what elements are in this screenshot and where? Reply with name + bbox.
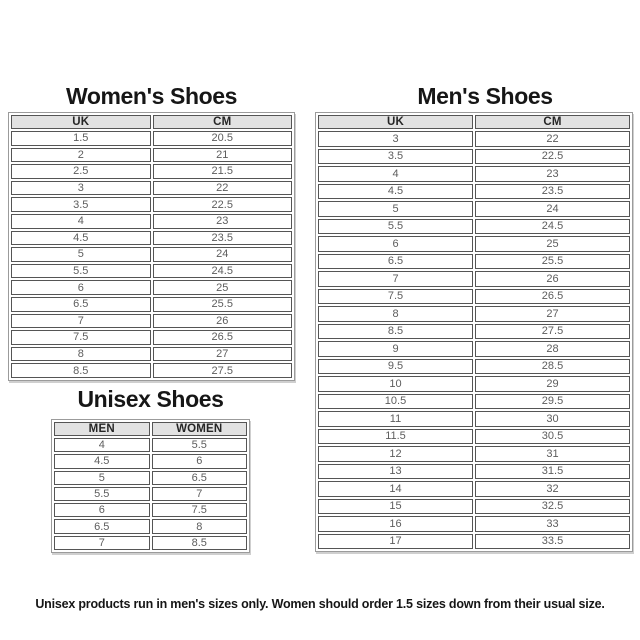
table-row <box>318 516 630 532</box>
header-row <box>318 115 630 129</box>
size-cell: 6 <box>54 503 150 517</box>
size-cell: 5.5 <box>152 438 248 452</box>
column-header: UK <box>11 115 151 129</box>
size-cell: 33.5 <box>475 534 630 550</box>
size-cell: 4.5 <box>318 184 473 200</box>
table-row <box>318 429 630 445</box>
table-row <box>318 464 630 480</box>
table-row <box>11 164 292 179</box>
size-cell: 23 <box>153 214 293 229</box>
table-row <box>318 236 630 252</box>
table-row <box>11 247 292 262</box>
size-cell: 5.5 <box>318 219 473 235</box>
size-cell: 8 <box>152 519 248 533</box>
size-cell: 27.5 <box>153 363 293 378</box>
size-cell: 15 <box>318 499 473 515</box>
size-cell: 25 <box>153 280 293 295</box>
size-cell: 33 <box>475 516 630 532</box>
size-cell: 31.5 <box>475 464 630 480</box>
size-cell: 31 <box>475 446 630 462</box>
table-row <box>318 166 630 182</box>
table-row <box>11 148 292 163</box>
table-row <box>318 411 630 427</box>
size-cell: 6.5 <box>318 254 473 270</box>
size-cell: 11 <box>318 411 473 427</box>
size-cell: 30 <box>475 411 630 427</box>
table-row <box>54 487 247 501</box>
size-cell: 24 <box>153 247 293 262</box>
size-cell: 3 <box>318 131 473 147</box>
size-cell: 5 <box>54 471 150 485</box>
table-row <box>318 219 630 235</box>
size-cell: 7.5 <box>11 330 151 345</box>
table-row <box>318 376 630 392</box>
size-cell: 3.5 <box>318 149 473 165</box>
size-cell: 24.5 <box>475 219 630 235</box>
table-row <box>11 314 292 329</box>
size-cell: 25.5 <box>475 254 630 270</box>
size-cell: 32 <box>475 481 630 497</box>
size-cell: 4 <box>318 166 473 182</box>
table-row <box>11 264 292 279</box>
table-row <box>318 324 630 340</box>
size-cell: 6 <box>318 236 473 252</box>
table-row <box>54 503 247 517</box>
table-row <box>318 359 630 375</box>
table-row <box>11 197 292 212</box>
size-cell: 10 <box>318 376 473 392</box>
size-cell: 22.5 <box>153 197 293 212</box>
size-cell: 4 <box>11 214 151 229</box>
size-cell: 20.5 <box>153 131 293 146</box>
size-cell: 5.5 <box>11 264 151 279</box>
size-cell: 6.5 <box>54 519 150 533</box>
table-row <box>318 481 630 497</box>
size-cell: 7.5 <box>318 289 473 305</box>
table-row <box>11 347 292 362</box>
table-row <box>318 446 630 462</box>
size-cell: 4.5 <box>54 454 150 468</box>
table-row <box>11 280 292 295</box>
size-cell: 17 <box>318 534 473 550</box>
table-row <box>318 534 630 550</box>
size-cell: 8.5 <box>11 363 151 378</box>
size-cell: 7 <box>11 314 151 329</box>
size-cell: 8.5 <box>152 536 248 550</box>
size-cell: 3 <box>11 181 151 196</box>
table-row <box>318 394 630 410</box>
size-cell: 23 <box>475 166 630 182</box>
column-header: CM <box>153 115 293 129</box>
size-cell: 23.5 <box>475 184 630 200</box>
column-header: CM <box>475 115 630 129</box>
size-cell: 6.5 <box>11 297 151 312</box>
unisex-size-table <box>51 419 250 553</box>
table-row <box>318 254 630 270</box>
size-cell: 2.5 <box>11 164 151 179</box>
table-row <box>54 471 247 485</box>
size-cell: 21.5 <box>153 164 293 179</box>
table-row <box>318 201 630 217</box>
table-row <box>11 214 292 229</box>
table-row <box>318 184 630 200</box>
size-cell: 6.5 <box>152 471 248 485</box>
size-cell: 27 <box>153 347 293 362</box>
size-cell: 14 <box>318 481 473 497</box>
size-cell: 32.5 <box>475 499 630 515</box>
table-row <box>318 499 630 515</box>
table-row <box>11 330 292 345</box>
size-cell: 24.5 <box>153 264 293 279</box>
unisex-sizing-note: Unisex products run in men's sizes only. Women should order 1.5 sizes down from their usual size. <box>35 597 605 611</box>
size-cell: 5 <box>318 201 473 217</box>
size-cell: 23.5 <box>153 231 293 246</box>
size-cell: 25.5 <box>153 297 293 312</box>
womens-size-table <box>8 112 295 381</box>
table-row <box>11 231 292 246</box>
mens-shoes-title: Men's Shoes <box>417 83 553 109</box>
size-cell: 7 <box>152 487 248 501</box>
size-cell: 7 <box>54 536 150 550</box>
size-cell: 6 <box>152 454 248 468</box>
table-row <box>54 438 247 452</box>
size-cell: 4.5 <box>11 231 151 246</box>
size-cell: 5.5 <box>54 487 150 501</box>
table-row <box>54 536 247 550</box>
size-cell: 6 <box>11 280 151 295</box>
size-cell: 24 <box>475 201 630 217</box>
size-cell: 22.5 <box>475 149 630 165</box>
table-row <box>54 454 247 468</box>
table-row <box>318 271 630 287</box>
table-row <box>318 341 630 357</box>
table-row <box>11 297 292 312</box>
column-header: MEN <box>54 422 150 436</box>
size-cell: 22 <box>153 181 293 196</box>
table-row <box>318 306 630 322</box>
size-cell: 11.5 <box>318 429 473 445</box>
size-cell: 21 <box>153 148 293 163</box>
size-cell: 8 <box>11 347 151 362</box>
table-row <box>318 131 630 147</box>
size-cell: 12 <box>318 446 473 462</box>
size-cell: 28 <box>475 341 630 357</box>
size-cell: 7 <box>318 271 473 287</box>
size-cell: 28.5 <box>475 359 630 375</box>
size-cell: 10.5 <box>318 394 473 410</box>
table-row <box>318 289 630 305</box>
size-cell: 16 <box>318 516 473 532</box>
size-cell: 9.5 <box>318 359 473 375</box>
size-cell: 4 <box>54 438 150 452</box>
table-row <box>54 519 247 533</box>
table-row <box>11 181 292 196</box>
size-cell: 22 <box>475 131 630 147</box>
size-cell: 25 <box>475 236 630 252</box>
size-cell: 26 <box>153 314 293 329</box>
size-cell: 8 <box>318 306 473 322</box>
size-cell: 27.5 <box>475 324 630 340</box>
header-row <box>11 115 292 129</box>
size-cell: 27 <box>475 306 630 322</box>
size-cell: 13 <box>318 464 473 480</box>
table-row <box>11 131 292 146</box>
mens-size-table <box>315 112 633 552</box>
size-cell: 29.5 <box>475 394 630 410</box>
size-cell: 2 <box>11 148 151 163</box>
size-cell: 30.5 <box>475 429 630 445</box>
size-cell: 9 <box>318 341 473 357</box>
size-cell: 26 <box>475 271 630 287</box>
size-cell: 1.5 <box>11 131 151 146</box>
unisex-shoes-title: Unisex Shoes <box>77 386 224 412</box>
size-cell: 8.5 <box>318 324 473 340</box>
size-cell: 3.5 <box>11 197 151 212</box>
size-cell: 26.5 <box>475 289 630 305</box>
table-row <box>11 363 292 378</box>
column-header: UK <box>318 115 473 129</box>
womens-shoes-title: Women's Shoes <box>65 83 238 109</box>
size-cell: 5 <box>11 247 151 262</box>
size-cell: 26.5 <box>153 330 293 345</box>
header-row <box>54 422 247 436</box>
column-header: WOMEN <box>152 422 248 436</box>
table-row <box>318 149 630 165</box>
size-cell: 7.5 <box>152 503 248 517</box>
size-cell: 29 <box>475 376 630 392</box>
